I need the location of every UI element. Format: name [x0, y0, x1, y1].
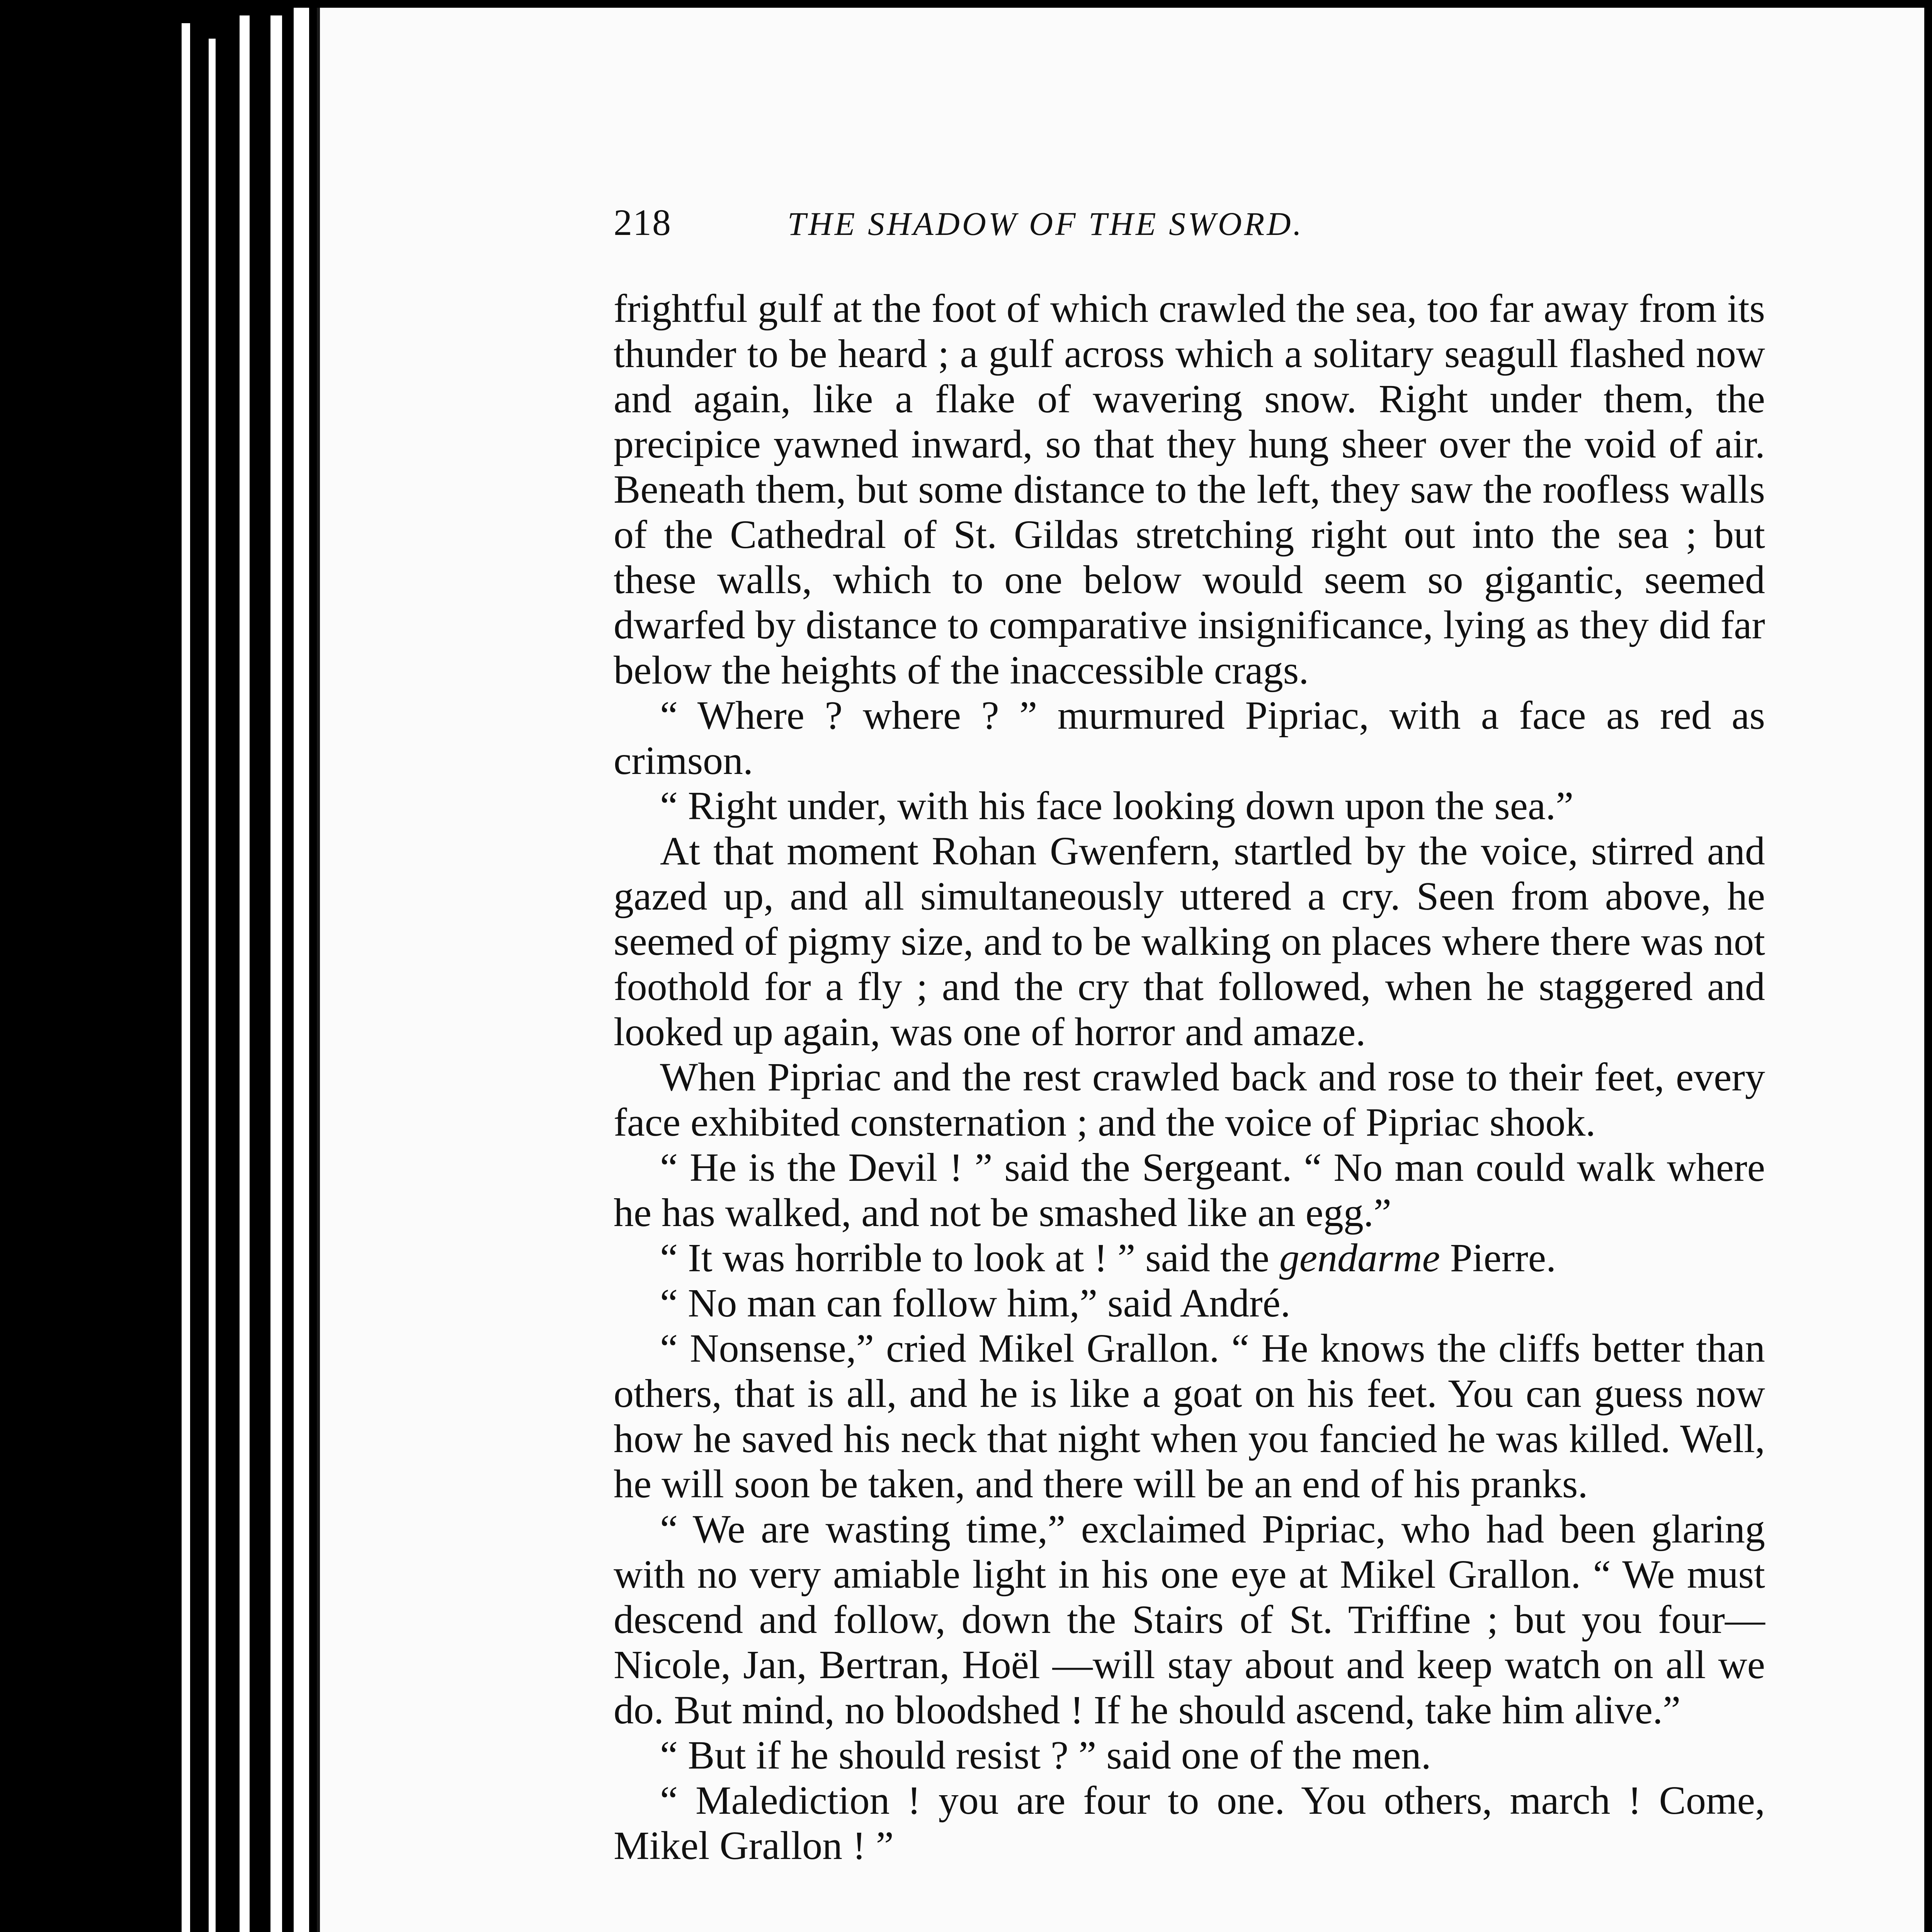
book-page [317, 8, 1924, 1932]
page-edge [182, 23, 190, 1932]
paragraph: “ No man can follow him,” said André. [660, 1281, 1291, 1325]
paragraph: “ Where ? where ? ” murmured Pipriac, with a face as red as crimson. [614, 693, 1765, 783]
italic-word: gendarme [1279, 1236, 1440, 1280]
paragraph: “ He is the Devil ! ” said the Sergeant. “ No man could walk where he has walked, and not be smashed like an egg.” [614, 1145, 1765, 1235]
scan-margin [0, 0, 170, 1932]
paragraph: “ Nonsense,” cried Mikel Grallon. “ He knows the cliffs better than others, that is all, and he is like a goat on his feet. You can guess now how he saved his neck that night when you fancied he was killed. Well, he will soon be taken, and there will be an end of his pranks. [614, 1326, 1765, 1506]
paragraph-text: “ It was horrible to look at ! ” said the [660, 1236, 1279, 1280]
page-edge [294, 8, 309, 1932]
paragraph: “ But if he should resist ? ” said one of the men. [660, 1733, 1431, 1777]
page-number: 218 [614, 202, 672, 243]
paragraph: “ We are wasting time,” exclaimed Pipriac, who had been glaring with no very amiable light in his one eye at Mikel Grallon. “ We must descend and follow, down the Stairs of St. Triffine ; but you four—Nicole, Jan, Bertran, Hoël —will stay about and keep watch on all we do. But mind, no bloodshed ! If he should ascend, take him alive.” [614, 1507, 1765, 1732]
paragraph: At that moment Rohan Gwenfern, startled by the voice, stirred and gazed up, and all simultaneously uttered a cry. Seen from above, he seemed of pigmy size, and to be walking on places where there was not foothold for a fly ; and the cry that followed, when he staggered and looked up again, was one of horror and amaze. [614, 829, 1765, 1054]
page-edge [209, 39, 216, 1932]
paragraph: frightful gulf at the foot of which crawled the sea, too far away from its thunder to be heard ; a gulf across which a solitary seagull flashed now and again, like a flake of wavering snow. Right under them, the precipice yawned inward, so that they hung sheer over the void of air. Beneath them, but some distance to the left, they saw the roofless walls of the Cathedral of St. Gildas stretching right out into the sea ; but these walls, which to one below would seem so gigantic, seemed dwarfed by distance to comparative insignificance, lying as they did far below the heights of the inaccessible crags. [614, 286, 1765, 692]
paragraph [614, 1235, 1765, 1281]
page-edge [270, 15, 282, 1932]
page-edge [240, 15, 250, 1932]
paragraph: When Pipriac and the rest crawled back and rose to their feet, every face exhibited consternation ; and the voice of Pipriac shook. [614, 1055, 1765, 1145]
body-text [614, 286, 1765, 1868]
running-title: THE SHADOW OF THE SWORD. [787, 205, 1304, 242]
paragraph: “ Malediction ! you are four to one. You others, march ! Come, Mikel Grallon ! ” [614, 1778, 1765, 1868]
paragraph: “ Right under, with his face looking down upon the sea.” [660, 784, 1574, 828]
paragraph-text: Pierre. [1440, 1236, 1556, 1280]
page-header [614, 201, 1850, 244]
